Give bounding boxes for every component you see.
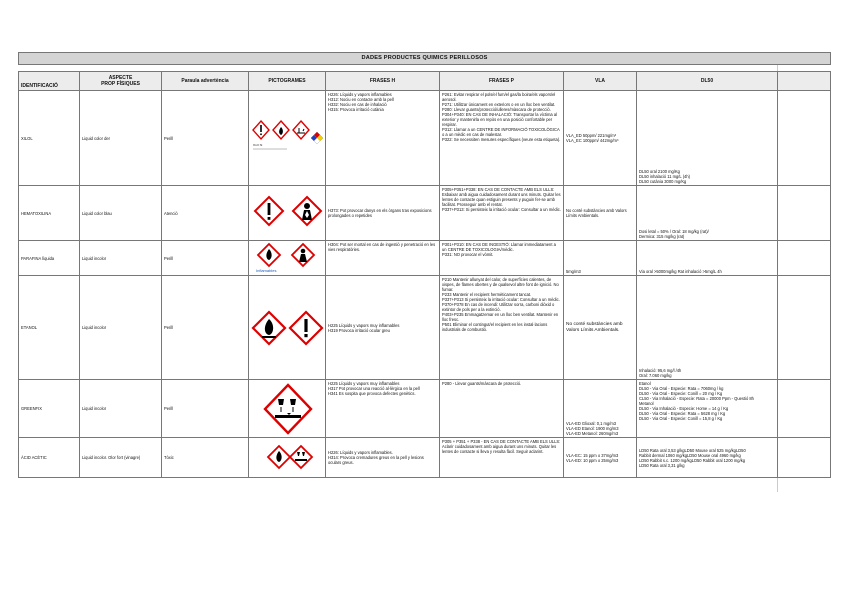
exclamation-icon [290, 312, 322, 344]
cell-aspect: Liquid incolor [80, 276, 162, 380]
title-row [19, 53, 831, 65]
cell-id: PARAFINA líquida [19, 241, 80, 276]
table-row [19, 186, 831, 241]
cell-warning: Tòxic [162, 438, 249, 478]
cell-pictograms [249, 241, 326, 276]
sheet-title: DADES PRODUCTES QUIMICS PERILLOSOS [19, 53, 831, 65]
header-warning: Paraula advertència [162, 72, 249, 91]
cell-dl50: LD50 Rata oral 3,53 g/kgLD50 Mouse oral 525 mg/kgLD50 Rabbit dermal 1060 mg/kgLD50 Mouse oral 4960 mg/kg LD50 Rabbit s.c. 1200 mg/kgLD50 Rabbit oral 1200 mg/kg LD50 Rata oral 3,31 g/kg [637, 438, 778, 478]
hazard-pictograms [251, 118, 323, 158]
pictogram-caption: Inflamables [256, 268, 277, 273]
cell-dl50: Dosi letal = 50% / Oral: 18 mg/kg (rat)/ Dermica: 315 mg/kg (rat) [637, 186, 778, 241]
flame-icon [253, 312, 285, 344]
header-dl50: DL50 [637, 72, 778, 91]
cell-dl50: DL50 oral 2100 mg/Kg DL50 inhalació 11 mg/L (4h) DL50 cutània 3000 mg/Kg [637, 91, 778, 186]
cell-h: H373: Pot provocar danys en els òrgans tras exposicions prolongades o repetides [326, 186, 440, 241]
cell-h: H225 Líquids y vapors muy inflamables H317 Pot provocar una reacció al·lèrgica en la pell H341 Es sospita que provoca defectes genètics. [326, 380, 440, 438]
health-hazard-icon [292, 244, 314, 266]
cell-p: P301+P310: EN CAS DE INGESTIÓ: Llamar immediatament a un CENTRE DE TOXICOLOGIA/mèdic. P331: NO provocar el vòmit. [440, 241, 564, 276]
cell-p: P280 - Llevar guants/màscara de protecció. [440, 380, 564, 438]
cell-pictograms [249, 91, 326, 186]
spacer-row [19, 65, 831, 72]
cell-aspect: Liquid color der [80, 91, 162, 186]
environment-icon [293, 121, 309, 139]
cell-vla: No conté substàncies amb Valors Límits Ambientals. [564, 186, 637, 241]
cell-warning: Perill [162, 380, 249, 438]
cell-aspect: Liquid color blau [80, 186, 162, 241]
flame-icon [268, 446, 290, 468]
cell-vla: No conté substàncies amb Valors Límits Ambientals. [564, 276, 637, 380]
cell-h: H225 Líquids y vapors muy inflamables H319 Provoca irritació ocular greu [326, 276, 440, 380]
hazard-pictograms [251, 242, 325, 274]
corrosion-icon [265, 385, 311, 433]
cell-warning: Perill [162, 241, 249, 276]
header-row [19, 72, 831, 91]
hazard-pictograms [251, 443, 325, 473]
table-row [19, 91, 831, 186]
table-row [19, 276, 831, 380]
cell-p: P210 Mantenir allunyat del calor, de superfícies calentes, de xispes, de flames obertes y de qualsevol altre font de ignició. No fumar. P233 Mantenir el recipient hermèticament tancat. P337+P313 Si persisteix la irritació ocular: Consultar a un mèdic. P370+P378 En cas de incendi: Utilitzar sorra, carboni diòxid o extintor de pols per a la extinció. P403+P235 Emmagatzemar en un lloc ben ventilat. Mantenir en lloc fresc. P501 Eliminar el contingut/el recipient en les instal·lacions industrials de combustió. [440, 276, 564, 380]
cell-pictograms [249, 276, 326, 380]
exclamation-icon [255, 197, 283, 225]
hazard-pictograms [251, 383, 325, 435]
cell-aspect: Liquid incolor. Olor fort (vinagre) [80, 438, 162, 478]
hazard-pictograms [251, 193, 325, 233]
header-vla: VLA [564, 72, 637, 91]
cell-h: H226: Líquids y vapors inflamables. H314: Provoca cremadures greus en la pell y lesions oculars greus. [326, 438, 440, 478]
table-row [19, 438, 831, 478]
cell-vla: 5mg/m3 [564, 241, 637, 276]
cell-warning: Perill [162, 276, 249, 380]
cell-pictograms [249, 186, 326, 241]
health-hazard-icon [293, 197, 321, 225]
cell-h: H226: Líquids y vapors inflamables H312: Nociu en contacte amb la pell H332: Nociu en cas de inhalació H315: Provoca irritació cutània [326, 91, 440, 186]
cell-dl50: Etanol DL50 - Via Oral - Especie: Rata = 7060mg / kg DL50 - Via Oral - Especie: Conill = 20 mg / Kg CL50 - Via Inhalació - Especie: Rata = 20000 Ppm - Questió 8h Metanol DL50 - Via Inhalació - Especie: Home = 14 g / Kg DL50 - Via Oral - Especie: Rata = 5628 mg / Kg DL50 - Via Oral - Especie: Conill = 15,8 g / Kg [637, 380, 778, 438]
cell-id: ÀCID ACÈTIC [19, 438, 80, 478]
flame-icon [258, 244, 280, 266]
cell-warning: Atenció [162, 186, 249, 241]
cell-id: HEMATOXILINA [19, 186, 80, 241]
cell-aspect: Liquid incolor [80, 380, 162, 438]
table-row [19, 380, 831, 438]
header-h: FRASES H [326, 72, 440, 91]
cell-vla: VLA-ED Glioxal: 0,1 mg/m3 VLA-ED Etanol: 1900 mg/m3 VLA-ED Metanol: 260mg/m3 [564, 380, 637, 438]
cell-pictograms [249, 438, 326, 478]
cell-vla: VLA-EC: 15 ppm o 37mg/m3 VLA-ED: 10 ppm o 25mg/m3 [564, 438, 637, 478]
header-id: IDENTIFICACIÓ [19, 72, 80, 91]
cell-p: P305 + P351 + P338 - EN CAS DE CONTACTE AMB ELS ULLS: Aclarir cuidadosament amb aigua durant uns minuts. Quitar les lentes de contacte si lleva y resulta fàcil. Seguir aclarint. [440, 438, 564, 478]
cell-id: GREENFIX [19, 380, 80, 438]
cell-vla: VLA_ED 50ppm/ 221mg/m³ VLA_EC 100ppm/ 442mg/m³ [564, 91, 637, 186]
cell-dl50: Via oral >5000mg/kg Rat inhalació >5mg/L 4h [637, 241, 778, 276]
flame-icon [273, 121, 289, 139]
exclamation-icon [253, 121, 269, 139]
nfpa-diamond-icon [311, 132, 323, 144]
cell-p: P305+P351+P338: EN CAS DE CONTACTE AMB ELS ULLS: Esbaixar amb aigua cuidadosament durant uns minuts. Quitar les lentes de contacte quan estiguin presents y puguin fer-se amb facilitat. Prosseguir amb el rentat. P337+P313: Si persisteix la irritació ocular: Consultar a un mèdic. [440, 186, 564, 241]
cell-p: P261: Evitar respirar el pols/el fum/el gas/la boira/els vapors/el aerosol. P271: Utilitzar únicament en exteriors o en un lloc ben ventilat. P280: Llevar guants/protecció/ulleres/màscara de protecció. P304+P340: EN CAS DE INHALACIÓ: Transportar la víctima al exterior y mantenirla en repòs en una posició confortable per respirar. P312: Llamar a un CENTRE DE INFORMACIÓ TOXICOLÒGICA o a un mèdic en cas de malestar. P322: Se necessiten mesures específiques (veure esta etiqueta). [440, 91, 564, 186]
cell-dl50: Inhalació: 95,6 mg/l /4h Oral: 7.060 mg/kg [637, 276, 778, 380]
cell-pictograms [249, 380, 326, 438]
chemicals-table [18, 52, 831, 478]
hazard-pictograms [251, 302, 325, 354]
cell-h: H304: Pot ser mortal en cas de ingestió y penetració en les vies respiratòries. [326, 241, 440, 276]
cell-id: XILOL [19, 91, 80, 186]
table-row [19, 241, 831, 276]
corrosion-icon [290, 446, 312, 468]
spreadsheet [18, 52, 830, 478]
header-p: FRASES P [440, 72, 564, 91]
header-pictos: PICTOGRAMES [249, 72, 326, 91]
cell-aspect: Liquid incolor [80, 241, 162, 276]
cell-id: ETANOL [19, 276, 80, 380]
cell-warning: Perill [162, 91, 249, 186]
header-aspect: ASPECTE PROP FÍSIQUES [80, 72, 162, 91]
pictogram-caption: Xn F N [253, 143, 263, 147]
